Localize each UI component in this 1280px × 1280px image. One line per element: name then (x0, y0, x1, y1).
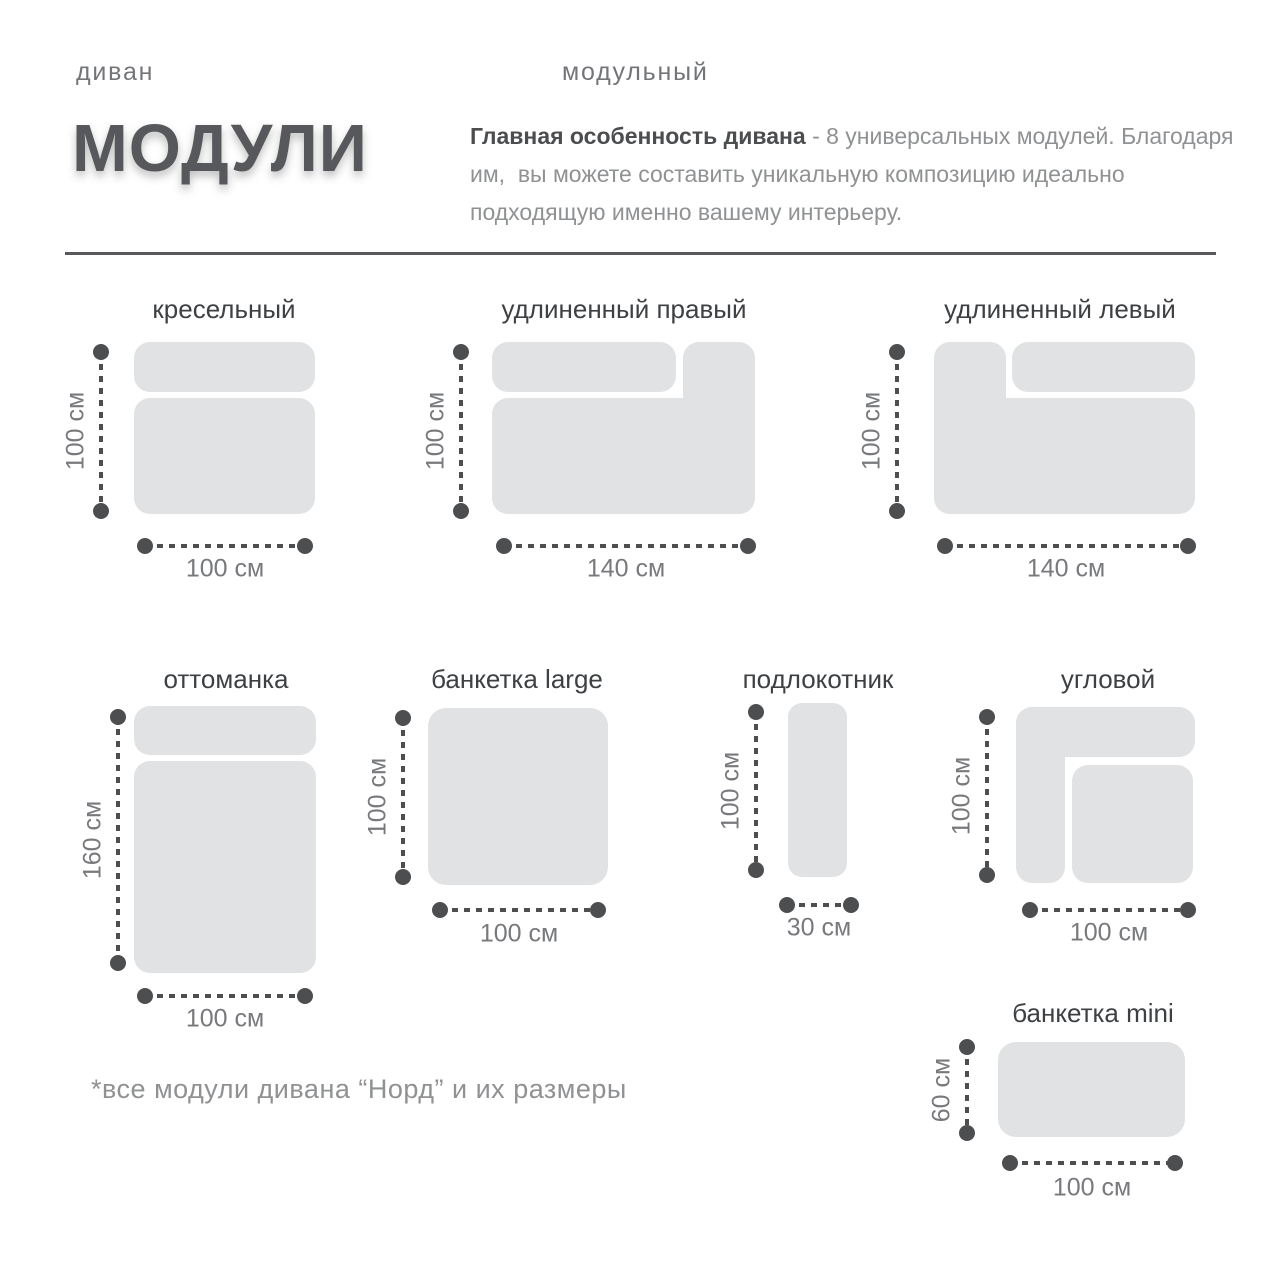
module-label-banketka-large: банкетка large (431, 664, 603, 694)
dim-dot (1180, 538, 1196, 554)
dim-dot (959, 1125, 975, 1141)
horizontal-dim-line (145, 544, 305, 548)
vertical-dim-line (459, 352, 463, 511)
vertical-dim-line (895, 352, 899, 511)
horizontal-dim-label: 100 см (1069, 918, 1149, 947)
vertical-dim-label: 160 см (78, 800, 107, 880)
horizontal-dim-label: 100 см (1052, 1173, 1132, 1202)
horizontal-dim-line (1030, 908, 1188, 912)
dim-dot (748, 704, 764, 720)
intro-lead-text: Главная особенность дивана (470, 123, 806, 149)
horizontal-dim-line (1010, 1161, 1175, 1165)
module-shape-kreselny (134, 398, 315, 514)
dim-dot (110, 955, 126, 971)
module-label-udlinenny-levy: удлиненный левый (944, 294, 1176, 324)
dim-dot (395, 869, 411, 885)
dim-dot (453, 503, 469, 519)
module-shape-banketka-mini (998, 1042, 1185, 1137)
dim-dot (1002, 1155, 1018, 1171)
horizontal-dim-label: 30 см (786, 913, 852, 942)
dim-dot (93, 344, 109, 360)
horizontal-dim-line (787, 903, 851, 907)
dim-dot (432, 902, 448, 918)
dim-dot (395, 710, 411, 726)
dim-dot (889, 344, 905, 360)
dim-dot (496, 538, 512, 554)
module-shape-kreselny (134, 342, 315, 392)
horizontal-dim-line (145, 994, 305, 998)
vertical-dim-label: 100 см (61, 391, 90, 471)
module-label-podlokotnik: подлокотник (742, 664, 894, 694)
vertical-dim-label: 60 см (927, 1057, 956, 1123)
dim-dot (297, 538, 313, 554)
dim-dot (590, 902, 606, 918)
dim-dot (937, 538, 953, 554)
intro-paragraph (470, 117, 1260, 231)
intro-body-text: - 8 универсальных модулей. Благодаря им, вы можете составить уникальную композицию идеально подходящую именно вашему интерьеру. (470, 123, 1240, 225)
dim-dot (843, 897, 859, 913)
module-shape-udlinenny-levy (934, 398, 1195, 514)
dim-dot (1180, 902, 1196, 918)
dim-dot (137, 988, 153, 1004)
dim-dot (110, 709, 126, 725)
module-shape-banketka-large (428, 708, 608, 885)
horizontal-dim-line (945, 544, 1188, 548)
horizontal-dim-label: 100 см (185, 554, 265, 583)
brand-word-modular: модульный (562, 58, 709, 86)
horizontal-dim-label: 100 см (185, 1004, 265, 1033)
module-label-banketka-mini: банкетка mini (1012, 998, 1174, 1028)
module-shape-udlinenny-pravy (492, 342, 676, 392)
vertical-dim-label: 100 см (857, 391, 886, 471)
page-title: МОДУЛИ (72, 111, 368, 186)
dim-dot (453, 344, 469, 360)
horizontal-dim-label: 100 см (479, 919, 559, 948)
dim-dot (748, 862, 764, 878)
vertical-dim-label: 100 см (421, 391, 450, 471)
module-shape-uglovoy (1072, 765, 1193, 883)
dim-dot (297, 988, 313, 1004)
dim-dot (979, 709, 995, 725)
footnote: *все модули дивана “Норд” и их размеры (91, 1074, 627, 1104)
horizontal-dim-line (440, 908, 598, 912)
dim-dot (137, 538, 153, 554)
dim-dot (1167, 1155, 1183, 1171)
module-shape-ottomanka (134, 761, 316, 973)
dim-dot (93, 503, 109, 519)
horizontal-dim-label: 140 см (586, 554, 666, 583)
dim-dot (779, 897, 795, 913)
module-shape-udlinenny-pravy (492, 398, 755, 514)
module-shape-uglovoy (1016, 707, 1065, 883)
module-shape-ottomanka (134, 706, 316, 755)
brand-word-sofa: диван (76, 58, 155, 86)
dim-dot (959, 1039, 975, 1055)
module-label-ottomanka: оттоманка (163, 664, 289, 694)
vertical-dim-line (116, 717, 120, 963)
module-shape-udlinenny-levy (1012, 342, 1195, 392)
vertical-dim-line (99, 352, 103, 511)
vertical-dim-label: 100 см (947, 756, 976, 836)
vertical-dim-line (754, 712, 758, 870)
module-shape-podlokotnik (788, 703, 847, 877)
dim-dot (979, 867, 995, 883)
dim-dot (889, 503, 905, 519)
divider-line (65, 252, 1216, 255)
vertical-dim-label: 100 см (716, 751, 745, 831)
dim-dot (740, 538, 756, 554)
vertical-dim-line (985, 717, 989, 875)
module-label-udlinenny-pravy: удлиненный правый (501, 294, 747, 324)
horizontal-dim-line (504, 544, 748, 548)
horizontal-dim-label: 140 см (1026, 554, 1106, 583)
dim-dot (1022, 902, 1038, 918)
vertical-dim-label: 100 см (363, 757, 392, 837)
vertical-dim-line (401, 718, 405, 877)
vertical-dim-line (965, 1047, 969, 1133)
module-label-kreselny: кресельный (152, 294, 296, 324)
module-label-uglovoy: угловой (1060, 664, 1156, 694)
